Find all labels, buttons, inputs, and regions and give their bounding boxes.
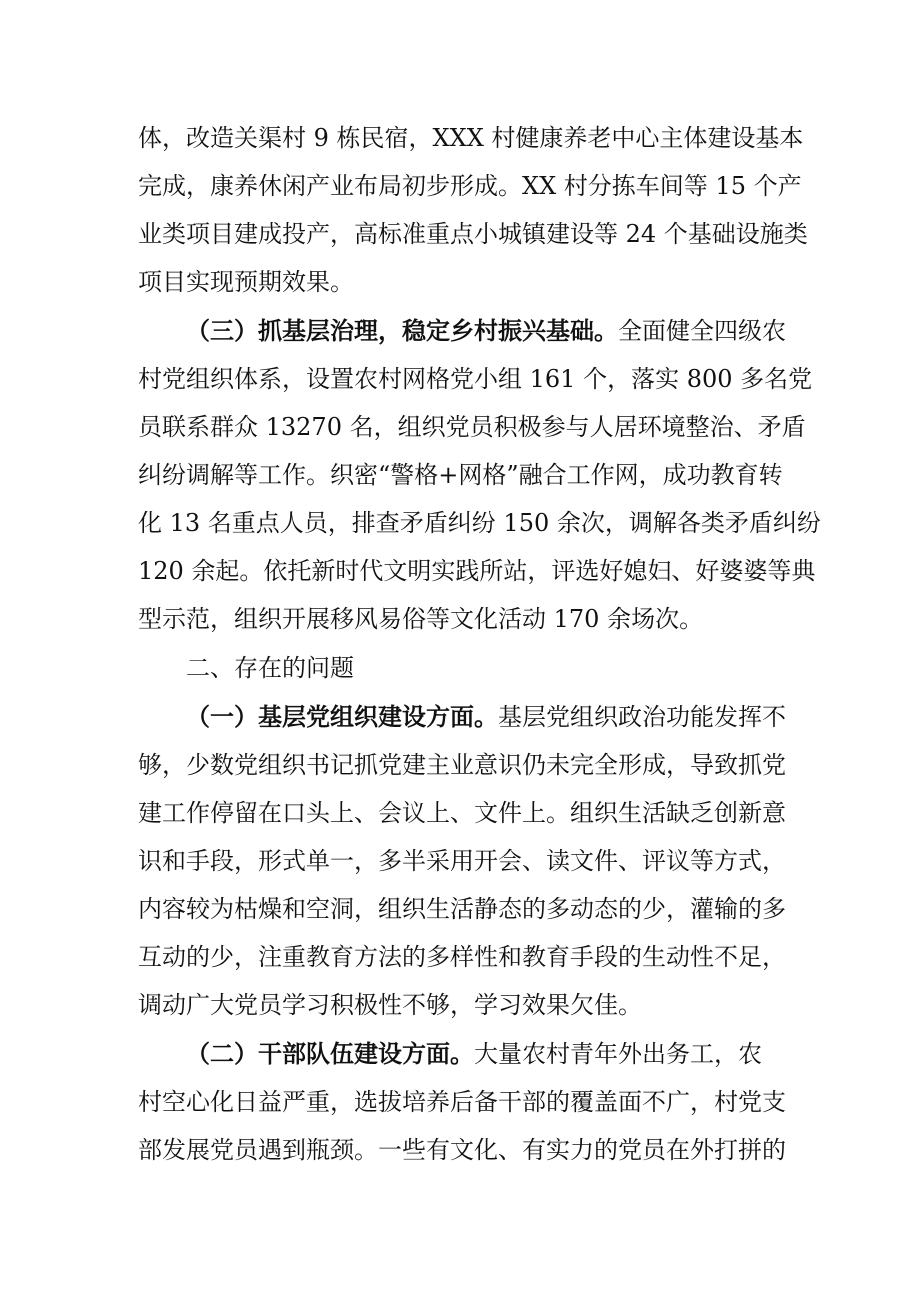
text-line: 体，改造关渠村 9 栋民宿，XXX 村健康养老中心主体建设基本 xyxy=(138,124,804,152)
text-line: 建工作停留在口头上、会议上、文件上。组织生活缺乏创新意 xyxy=(138,799,786,827)
paragraph-lead-heading: （一）基层党组织建设方面。 xyxy=(186,702,498,731)
paragraph-lead-heading: （二）干部队伍建设方面。 xyxy=(186,1039,474,1068)
text-line: 120 余起。依托新时代文明实践所站，评选好媳妇、好婆婆等典 xyxy=(138,557,816,585)
paragraph-text: 基层党组织政治功能发挥不 xyxy=(498,703,786,731)
text-line: 项目实现预期效果。 xyxy=(138,268,354,296)
text-line: 识和手段，形式单一，多半采用开会、读文件、评议等方式， xyxy=(138,847,786,875)
text-line: 业类项目建成投产，高标准重点小城镇建设等 24 个基础设施类 xyxy=(138,220,808,248)
paragraph-lead-heading: （三）抓基层治理，稳定乡村振兴基础。 xyxy=(186,316,618,345)
text-line: 调动广大党员学习积极性不够，学习效果欠佳。 xyxy=(138,991,642,1019)
text-line: 员联系群众 13270 名，组织党员积极参与人居环境整治、矛盾 xyxy=(138,413,806,441)
text-line: 化 13 名重点人员，排查矛盾纠纷 150 余次，调解各类矛盾纠纷 xyxy=(138,509,821,537)
text-line: 够，少数党组织书记抓党建主业意识仍未完全形成，导致抓党 xyxy=(138,751,786,779)
text-line: 型示范，组织开展移风易俗等文化活动 170 余场次。 xyxy=(138,605,704,633)
text-line: 村空心化日益严重，选拔培养后备干部的覆盖面不广，村党支 xyxy=(138,1088,786,1116)
text-line: 部发展党员遇到瓶颈。一些有文化、有实力的党员在外打拼的 xyxy=(138,1136,786,1164)
paragraph-first-line xyxy=(186,307,786,355)
text-line: 村党组织体系，设置农村网格党小组 161 个，落实 800 多名党 xyxy=(138,365,813,393)
paragraph-text: 大量农村青年外出务工，农 xyxy=(474,1040,762,1068)
text-line: 互动的少，注重教育方法的多样性和教育手段的生动性不足， xyxy=(138,943,786,971)
paragraph-first-line xyxy=(186,693,786,741)
text-line: 纠纷调解等工作。织密“警格+网格”融合工作网，成功教育转 xyxy=(138,461,783,489)
paragraph-text: 全面健全四级农 xyxy=(618,317,786,345)
section-heading: 二、存在的问题 xyxy=(186,654,354,682)
text-line: 完成，康养休闲产业布局初步形成。XX 村分拣车间等 15 个产 xyxy=(138,172,802,200)
paragraph-first-line xyxy=(186,1030,778,1078)
text-line: 内容较为枯燥和空洞，组织生活静态的多动态的少，灌输的多 xyxy=(138,895,786,923)
